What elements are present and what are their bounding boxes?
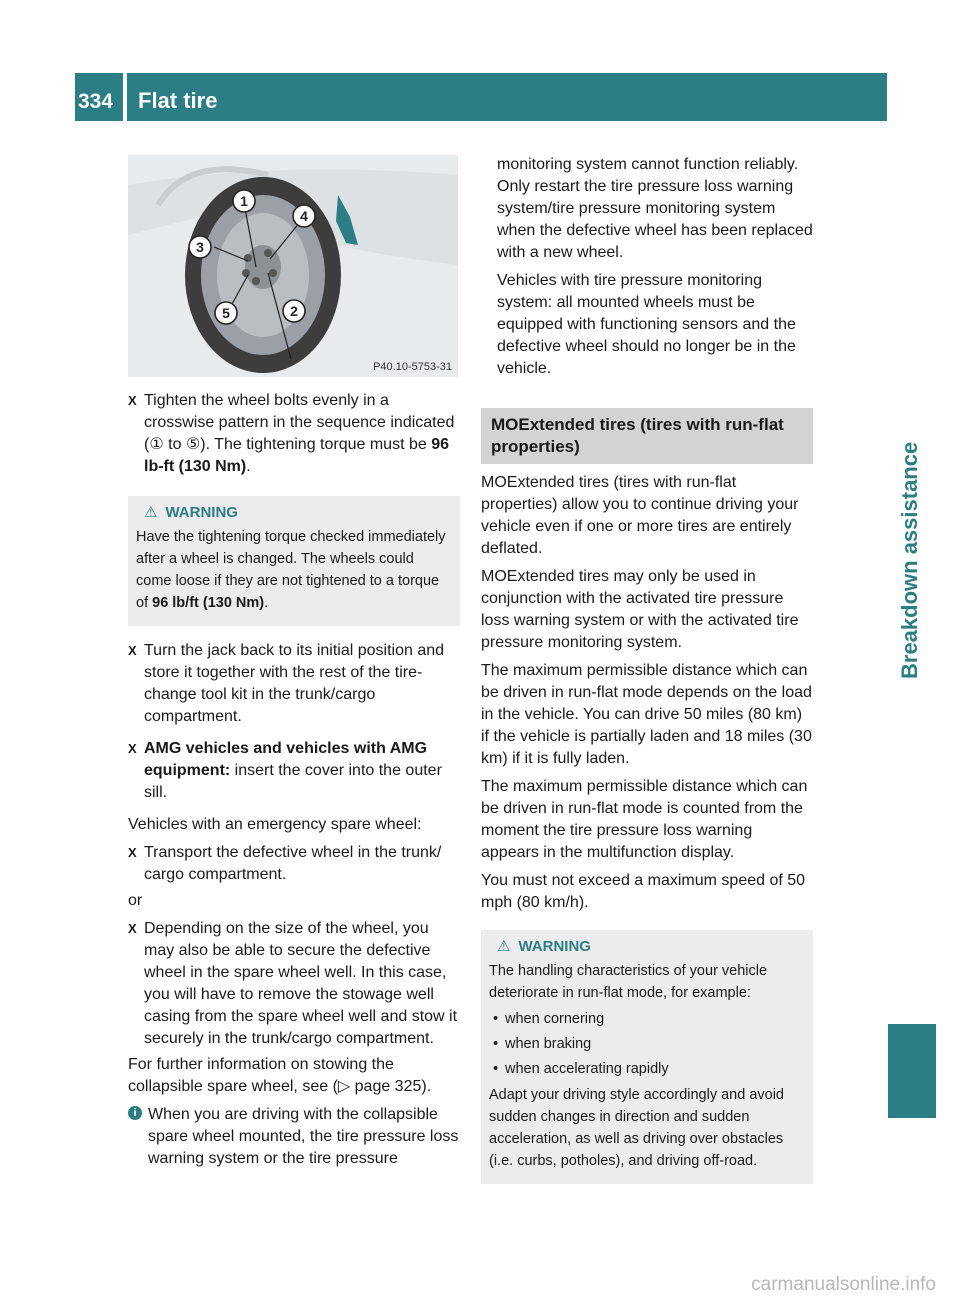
warning-box-torque: [128, 496, 460, 626]
step-marker: X: [128, 921, 137, 936]
wheel-bolt-figure: [128, 155, 458, 377]
step-transport-wheel: [128, 842, 460, 886]
warning-heading: [489, 936, 805, 958]
step-text: to: [163, 436, 186, 453]
or-text: or: [128, 892, 143, 909]
paragraph-5: You must not exceed a maximum speed of 50 mph (80 km/h).: [481, 872, 806, 911]
info-icon: i: [128, 1106, 142, 1120]
warning-bullet-list: [489, 1008, 805, 1080]
step-amg-cover: [128, 738, 460, 804]
paragraph-2: MOExtended tires may only be used in conjunction with the activated tire pressure loss warning system or with the activated tire pressure monitoring system.: [481, 568, 799, 651]
side-tab-block: [888, 1024, 936, 1118]
step-text: .: [246, 458, 251, 475]
footer-watermark: carmanualsonline.info: [751, 1274, 936, 1295]
left-column: [128, 390, 460, 1170]
page-number: 334: [78, 90, 114, 113]
step-marker: X: [128, 845, 137, 860]
header-separator: [123, 73, 127, 121]
wheel-illustration: [128, 155, 458, 377]
step-secure-wheel: [128, 918, 460, 1050]
warning-triangle-icon: ⚠: [497, 938, 511, 955]
section-heading: MOExtended tires (tires with run-flat properties): [481, 408, 813, 464]
spare-wheel-intro: Vehicles with an emergency spare wheel:: [128, 816, 422, 833]
figure-reference: P40.10-5753-31: [373, 361, 452, 373]
step-text: ). The tightening torque must be: [200, 436, 432, 453]
callout-ref-5: ⑤: [185, 436, 201, 453]
callout-2-label: 2: [290, 303, 298, 319]
callout-3-label: 3: [196, 239, 204, 255]
warning-triangle-icon: ⚠: [144, 504, 158, 521]
torque-value: 96 lb-ft (130 Nm): [144, 436, 449, 475]
step-store-jack: [128, 640, 460, 728]
step-marker: X: [128, 741, 137, 756]
step-text: Transport the defective wheel in the trunk/ cargo compartment.: [144, 844, 442, 883]
side-section-label: Breakdown assistance: [897, 441, 922, 679]
bullet-text: when braking: [505, 1036, 592, 1052]
warning-title: WARNING: [518, 938, 591, 955]
warning-title: WARNING: [165, 504, 238, 521]
list-item: • when cornering: [493, 1011, 605, 1027]
warning-end: .: [264, 595, 269, 611]
step-text: insert the cover into the outer sill.: [144, 762, 442, 801]
warning-outro: Adapt your driving style accordingly and avoid sudden changes in direction and sudden acceleration, as well as driving over obstacles (i.e. curbs, potholes), and driving off-road.: [489, 1087, 784, 1169]
warning-text: [136, 526, 452, 614]
paragraph-3: The maximum permissible distance which can be driven in run-flat mode depends on the load in the vehicle. You can drive 50 miles (80 km) if the vehicle is partially laden and 18 miles (30 km) if it is fully laden.: [481, 662, 812, 767]
step-text: Tighten the wheel bolts evenly in a crosswise pattern in the sequence indicated (: [144, 392, 455, 453]
callout-4-label: 4: [300, 208, 308, 224]
continued-text: monitoring system cannot function reliably. Only restart the tire pressure loss warning system/tire pressure monitoring system when the defective wheel has been replaced with a new wheel.: [497, 156, 813, 261]
paragraph-1: MOExtended tires (tires with run-flat properties) allow you to continue driving your vehicle even if one or more tires are entirely deflated.: [481, 474, 799, 557]
callout-5-label: 5: [222, 305, 230, 321]
step-tighten-bolts: [128, 390, 460, 478]
bullet-text: when cornering: [505, 1011, 605, 1027]
warning-intro: The handling characteristics of your vehicle deteriorate in run-flat mode, for example:: [489, 963, 768, 1001]
callout-ref-1: ①: [149, 436, 164, 453]
info-note: [128, 1104, 460, 1170]
warning-body: Have the tightening torque checked immediately after a wheel is changed. The wheels could come loose if they are not tightened to a torque of: [136, 529, 446, 611]
tpms-text: Vehicles with tire pressure monitoring system: all mounted wheels must be equipped with functioning sensors and the defective wheel should no longer be in the vehicle.: [497, 272, 796, 377]
step-text: Depending on the size of the wheel, you may also be able to secure the defective wheel in the spare wheel well. In this case, you will have to remove the stowage well casing from the spare wheel well and stow it securely in the trunk/cargo compartment.: [144, 920, 458, 1047]
right-column: [481, 154, 813, 1198]
warning-heading: [136, 502, 452, 524]
callout-1-label: 1: [240, 193, 248, 209]
further-info-text: For further information on stowing the collapsible spare wheel, see (▷ page 325).: [128, 1056, 432, 1095]
bullet-text: when accelerating rapidly: [505, 1061, 669, 1077]
step-bold-label: AMG vehicles and vehicles with AMG equipment:: [144, 740, 428, 779]
warning-torque: 96 lb/ft (130 Nm): [152, 595, 265, 611]
list-item: • when braking: [493, 1036, 592, 1052]
page-title: Flat tire: [138, 88, 218, 113]
step-text: Turn the jack back to its initial position and store it together with the rest of the tire-change tool kit in the trunk/cargo compartment.: [144, 642, 445, 725]
info-text: When you are driving with the collapsible spare wheel mounted, the tire pressure loss warning system or the tire pressure: [148, 1106, 459, 1167]
paragraph-4: The maximum permissible distance which can be driven in run-flat mode is counted from the moment the tire pressure loss warning appears in the multifunction display.: [481, 778, 808, 861]
step-marker: X: [128, 393, 137, 408]
step-marker: X: [128, 643, 137, 658]
warning-box-run-flat: [481, 930, 813, 1184]
list-item: • when accelerating rapidly: [493, 1061, 669, 1077]
